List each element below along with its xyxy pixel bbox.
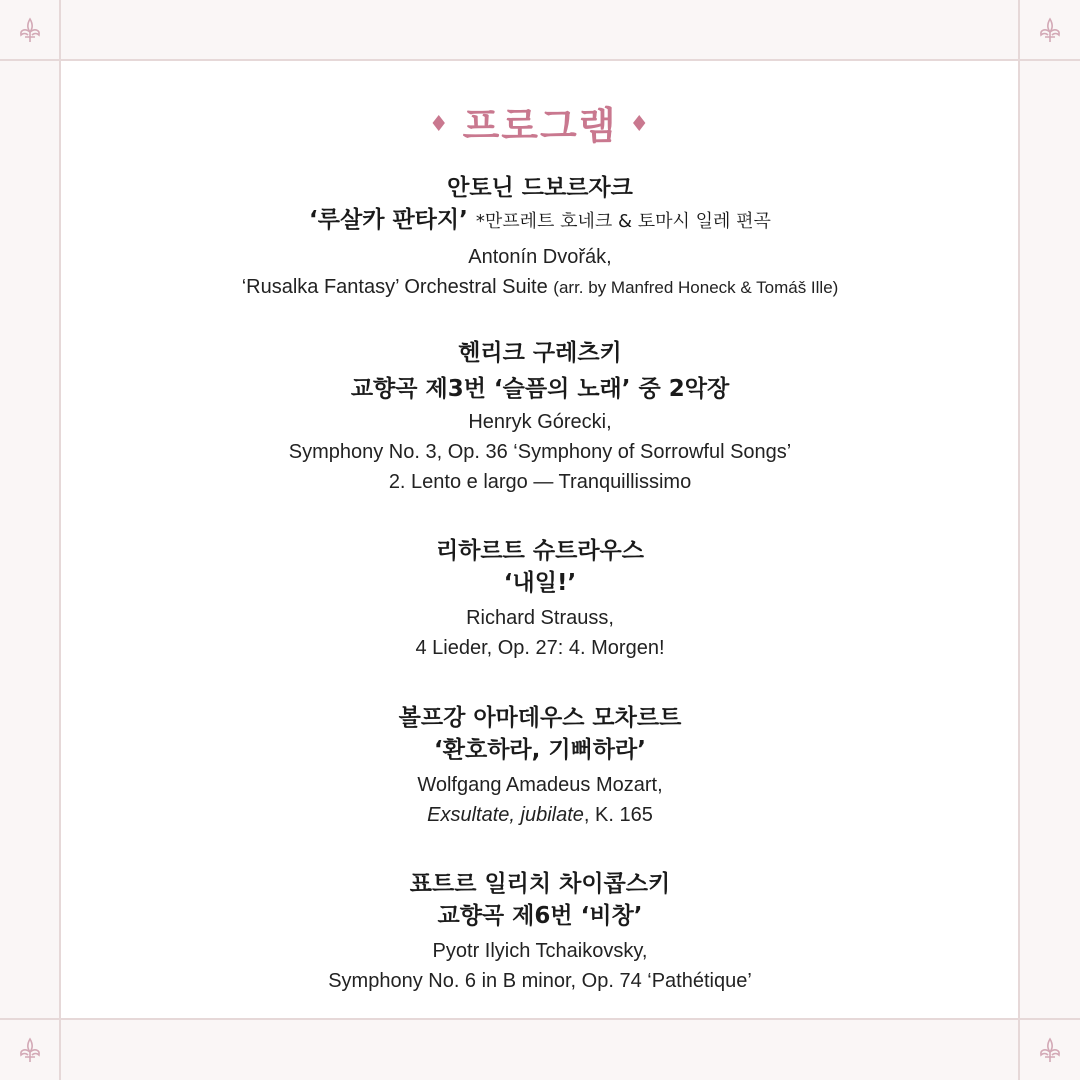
work-en: Symphony No. 3, Op. 36 ‘Symphony of Sorrowful Songs’ xyxy=(288,441,792,463)
composer-en: Wolfgang Amadeus Mozart, xyxy=(417,774,663,796)
work-ko: 교향곡 제3번 ‘슬픔의 노래’ 중 2악장 xyxy=(350,376,730,402)
work-ko: ‘환호하라, 기뻐하라’ xyxy=(434,737,646,763)
work-en: 4 Lieder, Op. 27: 4. Morgen! xyxy=(415,637,665,659)
arrangement-note-ko: *만프레트 호네크 & 토마시 일레 편곡 xyxy=(475,211,771,232)
page-title-text: 프로그램 xyxy=(462,104,618,148)
work-en xyxy=(0,800,1080,830)
work-ko: 교향곡 제6번 ‘비창’ xyxy=(437,903,643,929)
program-item-strauss xyxy=(0,535,1080,663)
fleur-de-lis-icon xyxy=(0,0,60,60)
composer-en: Henryk Górecki, xyxy=(468,411,612,433)
composer-ko: 볼프강 아마데우스 모차르트 xyxy=(398,705,682,731)
program-item-dvorak xyxy=(0,172,1080,303)
work-ko-title: ‘루살카 판타지’ xyxy=(309,207,468,233)
work-ko xyxy=(0,204,1080,238)
composer-en: Antonín Dvořák, xyxy=(468,246,612,268)
work-en-movement: 2. Lento e largo — Tranquillissimo xyxy=(388,471,692,493)
composer-en: Pyotr Ilyich Tchaikovsky, xyxy=(432,940,648,962)
composer-ko: 안토닌 드보르자크 xyxy=(447,175,633,201)
work-en-catalog: , K. 165 xyxy=(583,804,653,826)
work-en: Symphony No. 6 in B minor, Op. 74 ‘Pathétique’ xyxy=(328,970,752,992)
diamond-icon: ♦ xyxy=(629,112,652,137)
work-en-title: Exsultate, jubilate xyxy=(427,804,584,826)
program-item-gorecki xyxy=(0,337,1080,497)
work-en-title: ‘Rusalka Fantasy’ Orchestral Suite xyxy=(241,276,548,298)
work-ko: ‘내일!’ xyxy=(503,570,577,596)
composer-en: Richard Strauss, xyxy=(466,607,614,629)
composer-ko: 헨리크 구레츠키 xyxy=(458,340,622,366)
frame-line-top xyxy=(0,59,1080,61)
composer-ko: 표트르 일리치 차이콥스키 xyxy=(409,871,671,897)
fleur-de-lis-icon xyxy=(1020,1020,1080,1080)
frame-line-bottom xyxy=(0,1018,1080,1020)
program-item-tchaikovsky xyxy=(0,868,1080,996)
fleur-de-lis-icon xyxy=(1020,0,1080,60)
page-title xyxy=(0,95,1080,150)
diamond-icon: ♦ xyxy=(428,112,451,137)
fleur-de-lis-icon xyxy=(0,1020,60,1080)
arrangement-note-en: (arr. by Manfred Honeck & Tomáš Ille) xyxy=(553,278,839,297)
composer-ko: 리하르트 슈트라우스 xyxy=(436,538,644,564)
work-en xyxy=(0,272,1080,303)
program-item-mozart xyxy=(0,702,1080,830)
